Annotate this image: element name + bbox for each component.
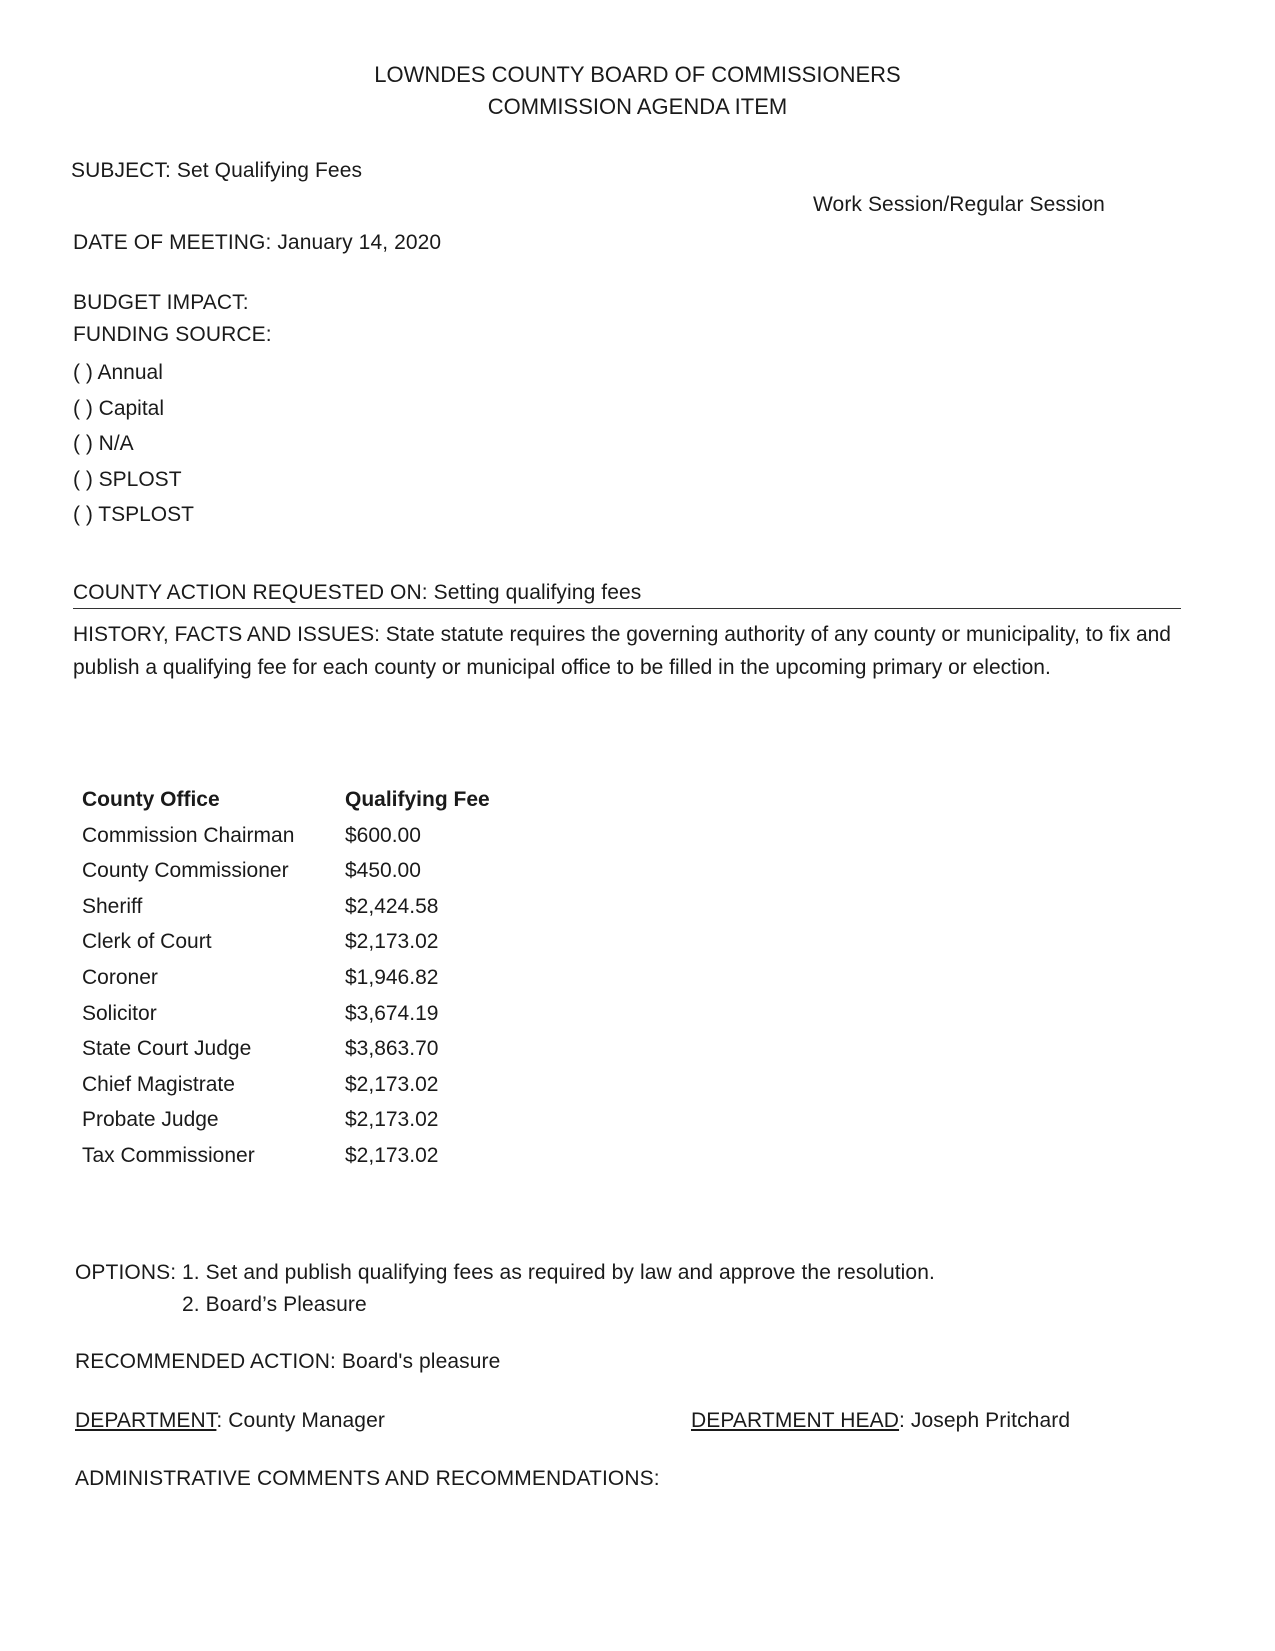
office-cell: Coroner [82, 965, 158, 989]
date-of-meeting: DATE OF MEETING: January 14, 2020 [73, 231, 442, 254]
budget-impact: BUDGET IMPACT: [73, 291, 249, 314]
divider-line [73, 608, 1181, 609]
header-county-office: County Office [82, 788, 220, 811]
option-2: 2. Board’s Pleasure [182, 1293, 367, 1316]
funding-options-list [73, 360, 194, 538]
title-line-1: LOWNDES COUNTY BOARD OF COMMISSIONERS [374, 62, 901, 87]
table-row [82, 930, 490, 966]
office-cell: Clerk of Court [82, 930, 212, 954]
table-row [82, 859, 490, 895]
funding-option-tsplost: ( ) TSPLOST [73, 503, 194, 526]
table-row [82, 1108, 490, 1144]
department [75, 1408, 385, 1434]
office-cell: State Court Judge [82, 1037, 252, 1061]
action-requested: COUNTY ACTION REQUESTED ON: Setting qualifying fees [73, 581, 642, 604]
office-cell: Solicitor [82, 1001, 157, 1025]
table-row [82, 1144, 490, 1180]
funding-option-capital: ( ) Capital [73, 396, 165, 420]
table-row [82, 824, 490, 860]
options-label: OPTIONS: [75, 1261, 177, 1284]
table-row [82, 1037, 490, 1073]
header-qualifying-fee: Qualifying Fee [345, 788, 490, 811]
table-row [82, 895, 490, 931]
administrative-comments: ADMINISTRATIVE COMMENTS AND RECOMMENDATIONS: [75, 1467, 660, 1490]
funding-source: FUNDING SOURCE: [73, 323, 272, 346]
office-cell: Probate Judge [82, 1108, 219, 1132]
department-value: : County Manager [216, 1409, 385, 1432]
fee-cell: $2,173.02 [345, 930, 439, 954]
fee-cell: $1,946.82 [345, 965, 439, 989]
fee-cell: $2,424.58 [345, 894, 439, 918]
office-cell: Chief Magistrate [82, 1072, 235, 1096]
department-head [691, 1408, 1070, 1434]
office-cell: Commission Chairman [82, 823, 295, 847]
title-line-2: COMMISSION AGENDA ITEM [487, 94, 788, 119]
department-head-value: : Joseph Pritchard [899, 1409, 1071, 1432]
table-row [82, 1002, 490, 1038]
funding-option-splost: ( ) SPLOST [73, 467, 182, 491]
fee-cell: $2,173.02 [345, 1108, 439, 1132]
recommended-action: RECOMMENDED ACTION: Board's pleasure [75, 1350, 501, 1373]
subject: SUBJECT: Set Qualifying Fees [71, 159, 363, 182]
session-type: Work Session/Regular Session [813, 193, 1105, 216]
department-label: DEPARTMENT [75, 1409, 217, 1432]
fee-cell: $3,863.70 [345, 1037, 439, 1061]
table-header-row [82, 788, 490, 824]
office-cell: Sheriff [82, 894, 143, 918]
office-cell: Tax Commissioner [82, 1143, 255, 1167]
qualifying-fee-table [82, 788, 490, 1180]
funding-option-annual: ( ) Annual [73, 361, 163, 384]
history-facts-issues: HISTORY, FACTS AND ISSUES: State statute requires the governing authority of any county or municipality, to fix and publish a qualifying fee for each county or municipal office to be filled in the upcoming primary or election. [73, 623, 1171, 679]
funding-option-na: ( ) N/A [73, 432, 134, 455]
fee-cell: $2,173.02 [345, 1072, 439, 1096]
department-head-label: DEPARTMENT HEAD [691, 1409, 900, 1432]
fee-cell: $450.00 [345, 859, 421, 883]
fee-cell: $3,674.19 [345, 1001, 439, 1025]
fee-cell: $600.00 [345, 823, 421, 847]
fee-cell: $2,173.02 [345, 1143, 439, 1167]
option-1: 1. Set and publish qualifying fees as required by law and approve the resolution. [182, 1261, 935, 1284]
office-cell: County Commissioner [82, 859, 289, 883]
table-row [82, 966, 490, 1002]
table-row [82, 1073, 490, 1109]
